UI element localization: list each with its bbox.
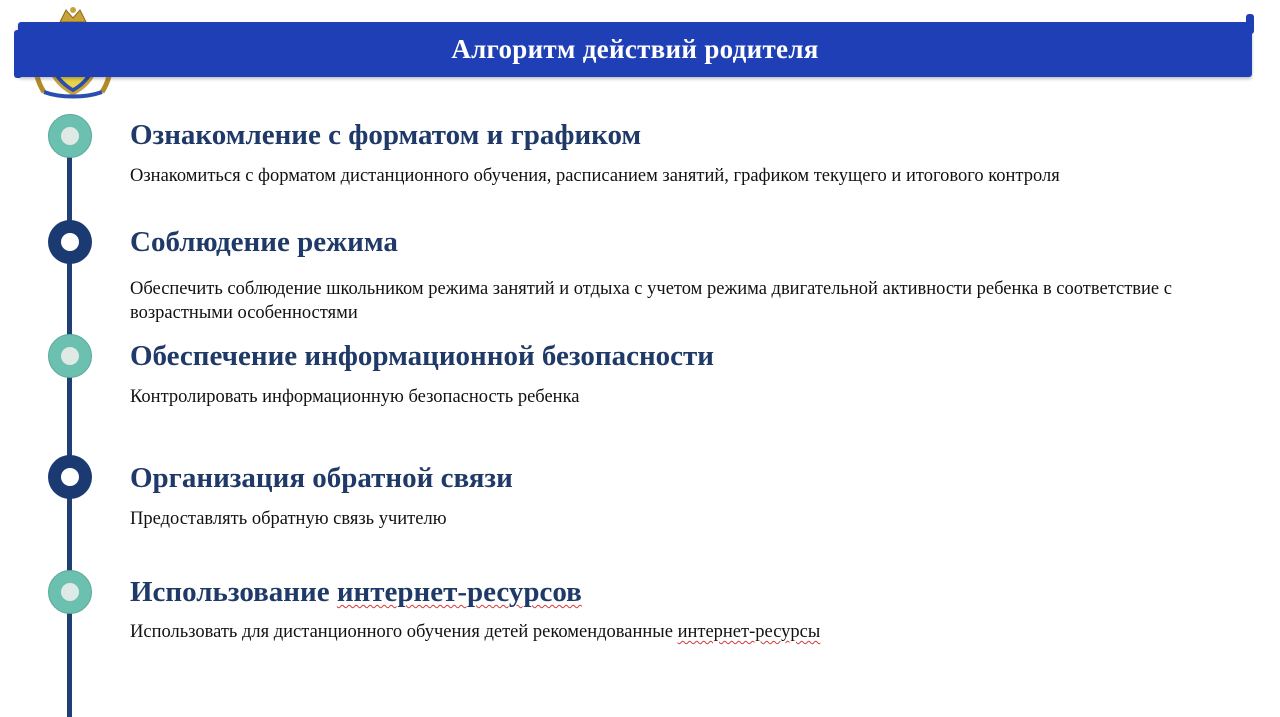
step-description: Обеспечить соблюдение школьником режима занятий и отдыха с учетом режима двигательной активности ребенка в соответствие с возрастными особенностями: [130, 279, 1172, 323]
step-title: Обеспечение информационной безопасности: [130, 340, 715, 372]
timeline-dot: [48, 334, 92, 378]
timeline-dot: [48, 570, 92, 614]
step-title: [130, 574, 582, 610]
step-title: Организация обратной связи: [130, 462, 513, 494]
step-title-term: интернет-ресурсов: [336, 576, 582, 608]
step-description-prefix: Использовать для дистанционного обучения детей рекомендованные: [130, 622, 678, 642]
timeline-dot: [48, 220, 92, 264]
page-title: Алгоритм действий родителя: [451, 34, 819, 64]
step-title: Соблюдение режима: [130, 226, 398, 258]
step-description: Ознакомиться с форматом дистанционного обучения, расписанием занятий, графиком текущего и итогового контроля: [130, 166, 1060, 186]
step-description: [130, 620, 1230, 644]
step-title: Ознакомление с форматом и графиком: [130, 119, 642, 151]
timeline-line: [67, 130, 72, 717]
step-description: Предоставлять обратную связь учителю: [130, 509, 447, 529]
step-description-term: интернет-ресурсы: [677, 622, 821, 642]
step-title-prefix: Использование: [130, 576, 337, 608]
timeline-dot: [48, 114, 92, 158]
header-bar: [18, 22, 1252, 77]
step-description: Контролировать информационную безопасность ребенка: [130, 387, 580, 407]
timeline-dot: [48, 455, 92, 499]
